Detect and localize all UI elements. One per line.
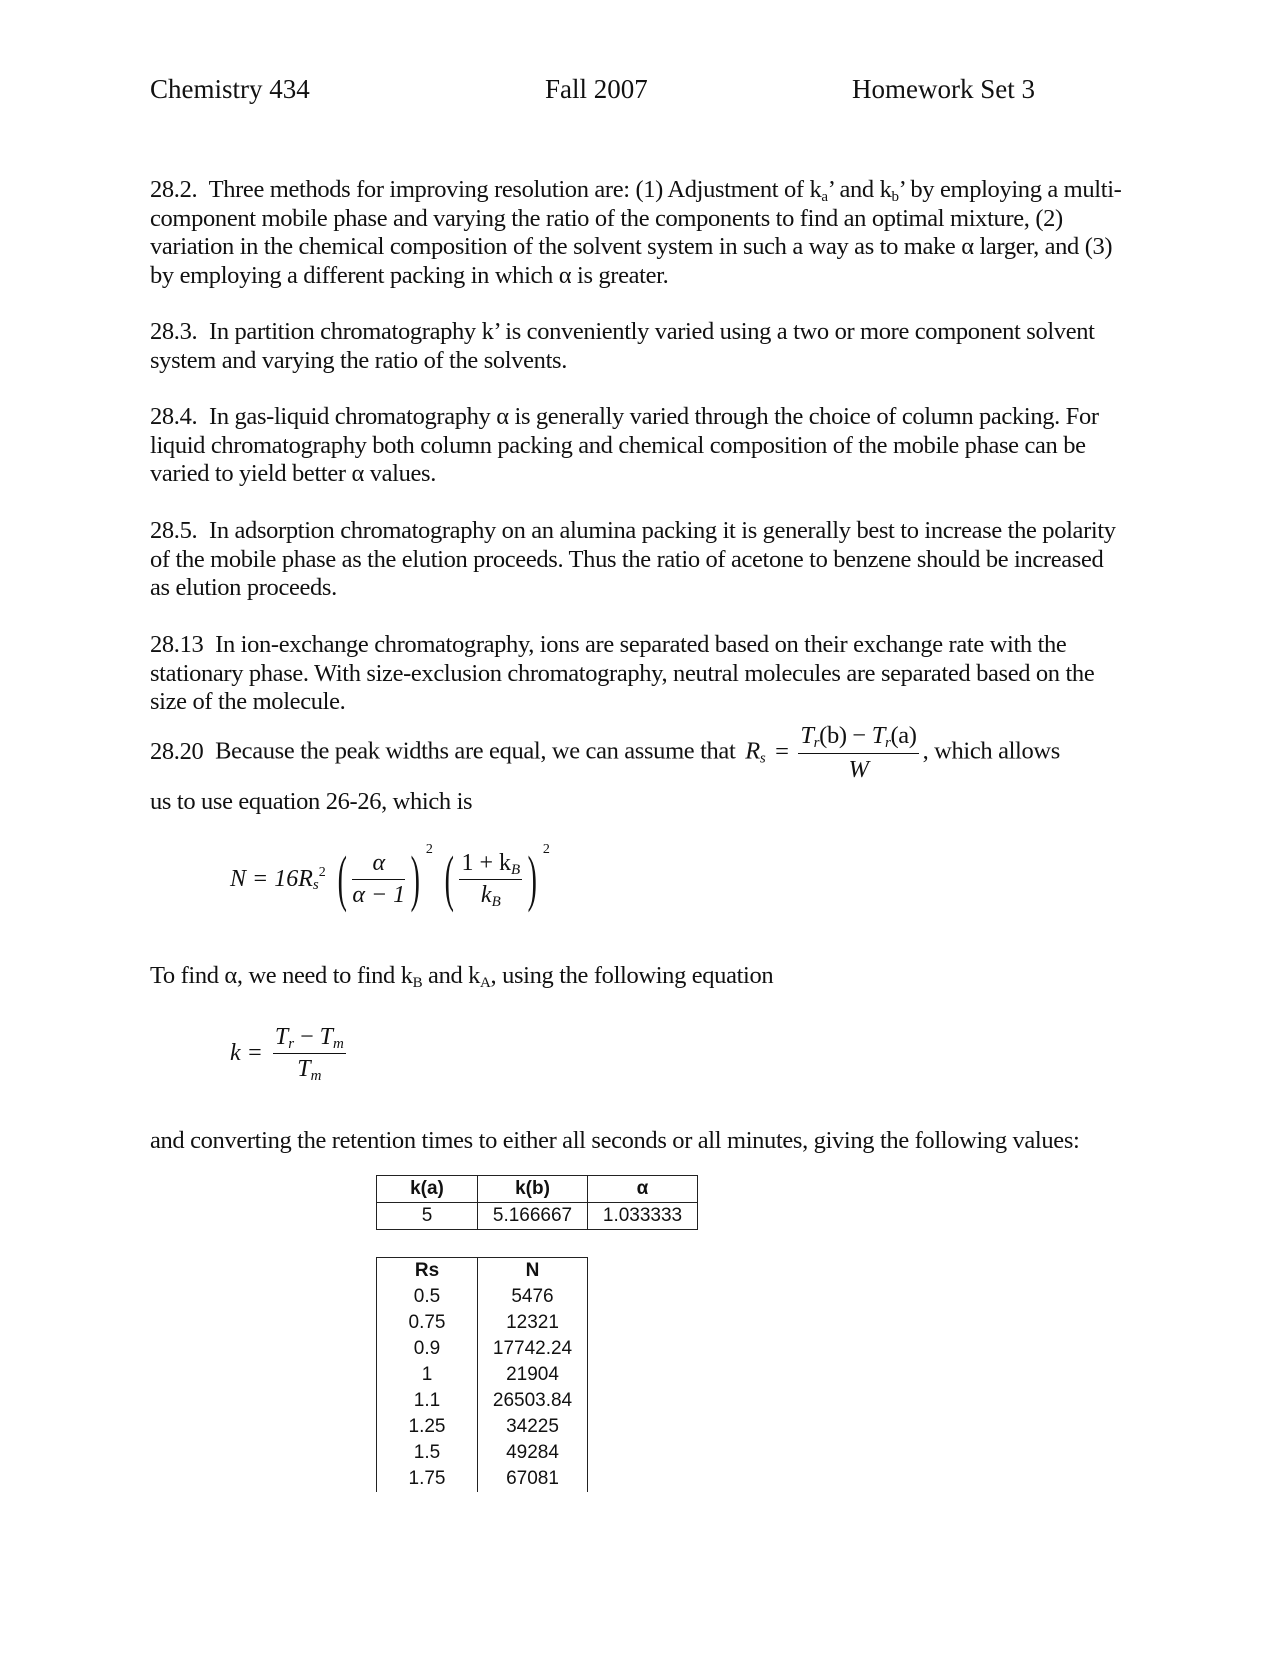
left-paren: (	[444, 845, 454, 914]
table-cell: 0.9	[377, 1336, 478, 1362]
answer-28-20	[150, 722, 1125, 784]
table-cell: 21904	[478, 1362, 588, 1388]
retention-factor-formula	[230, 1024, 346, 1083]
subscript: a	[821, 189, 828, 205]
table-header-row	[377, 1258, 588, 1285]
table-cell: 1	[377, 1362, 478, 1388]
table-row	[377, 1440, 588, 1466]
denominator	[459, 880, 522, 909]
answer-text: ’ and k	[827, 176, 892, 203]
denominator: α − 1	[352, 881, 406, 908]
assignment-title: Homework Set 3	[852, 74, 1035, 104]
answer-text: and converting the retention times to either all seconds or all minutes, giving the following values:	[150, 1127, 1080, 1154]
table-row	[377, 1388, 588, 1414]
answer-28-2	[150, 176, 1125, 290]
numerator: α	[352, 850, 405, 880]
numerator	[273, 1024, 346, 1054]
subscript: m	[310, 1068, 322, 1084]
answer-28-4	[150, 403, 1125, 489]
fraction	[273, 1024, 346, 1083]
table-cell: 0.75	[377, 1310, 478, 1336]
column-header: Rs	[377, 1258, 478, 1285]
plate-count-table	[376, 1257, 588, 1492]
formula-symbol: T	[871, 722, 885, 749]
formula-symbol: T	[274, 1024, 289, 1050]
subscript: b	[891, 189, 899, 205]
table-row	[377, 1284, 588, 1310]
answer-text: In adsorption chromatography on an alumina packing it is generally best to increase the polarity of the mobile phase as the elution proceeds. Thus the ratio of acetone to benzene should be increased as elution proceeds.	[150, 517, 1116, 601]
table-row	[377, 1310, 588, 1336]
exponent: 2	[542, 842, 550, 857]
find-alpha-text	[150, 962, 1125, 991]
subscript: B	[511, 861, 521, 878]
formula-symbol: k	[480, 881, 492, 908]
resolution-formula	[745, 722, 918, 784]
formula-symbol: T	[319, 1024, 333, 1050]
formula-symbol: −	[294, 1024, 320, 1050]
table-cell: 5476	[478, 1284, 588, 1310]
problem-number: 28.4.	[150, 403, 198, 430]
term-label: Fall 2007	[545, 74, 648, 104]
table-cell: 5.166667	[478, 1203, 588, 1230]
formula-symbol: (a)	[890, 722, 917, 749]
column-header: k(a)	[377, 1176, 478, 1203]
column-header: α	[588, 1176, 698, 1203]
subscript: r	[884, 735, 891, 751]
table-cell: 1.75	[377, 1466, 478, 1492]
table-cell: 12321	[478, 1310, 588, 1336]
plate-count-formula	[230, 842, 550, 914]
course-title: Chemistry 434	[150, 74, 310, 104]
problem-number: 28.3.	[150, 318, 198, 345]
answer-28-5	[150, 517, 1125, 603]
converting-text	[150, 1127, 1125, 1156]
exponent: 2	[425, 842, 433, 857]
answer-28-20-continued	[150, 788, 1125, 817]
exponent: 2	[318, 865, 326, 880]
answer-text: , which allows	[922, 737, 1060, 765]
right-paren: )	[410, 845, 421, 914]
retention-factor-table	[376, 1175, 698, 1230]
table-header-row	[377, 1176, 698, 1203]
table-cell: 1.1	[377, 1388, 478, 1414]
answer-text: To find α, we need to find k	[150, 962, 413, 989]
answer-text: In ion-exchange chromatography, ions are separated based on their exchange rate with the stationary phase. With size-exclusion chromatography, neutral molecules are separated based on the size of the molecule.	[150, 631, 1095, 715]
formula-symbol: (b) −	[819, 722, 872, 749]
subscript: s	[312, 877, 319, 893]
problem-number: 28.5.	[150, 517, 198, 544]
problem-number: 28.2.	[150, 176, 198, 203]
k-fraction	[459, 850, 522, 909]
denominator	[273, 1054, 346, 1083]
subscript: A	[480, 975, 491, 991]
table-cell: 49284	[478, 1440, 588, 1466]
table-row	[377, 1362, 588, 1388]
subscript: m	[332, 1036, 344, 1052]
table-row	[377, 1414, 588, 1440]
table-cell: 34225	[478, 1414, 588, 1440]
formula-symbol: N = 16R	[230, 865, 313, 892]
answer-text: Because the peak widths are equal, we can assume that	[215, 737, 736, 765]
table-cell: 5	[377, 1203, 478, 1230]
answer-text: In partition chromatography k’ is conveniently varied using a two or more component solvent system and varying the ratio of the solvents.	[150, 318, 1095, 374]
table-cell: 67081	[478, 1466, 588, 1492]
numerator	[798, 722, 918, 754]
answer-text: , using the following equation	[490, 962, 774, 989]
table-row	[377, 1203, 698, 1230]
table-cell: 1.25	[377, 1414, 478, 1440]
alpha-fraction	[352, 850, 405, 909]
answer-28-3	[150, 318, 1125, 375]
subscript: r	[813, 735, 820, 751]
answer-28-13	[150, 631, 1125, 717]
answer-text: In gas-liquid chromatography α is generally varied through the choice of column packing. For liquid chromatography both column packing and chemical composition of the mobile phase can be varied to yield better α values.	[150, 403, 1099, 487]
table-row	[377, 1336, 588, 1362]
formula-symbol: T	[800, 722, 814, 749]
subscript: s	[759, 750, 766, 767]
table-cell: 0.5	[377, 1284, 478, 1310]
formula-symbol: R	[745, 737, 760, 765]
column-header: N	[478, 1258, 588, 1285]
subscript: r	[288, 1036, 295, 1052]
table-cell: 1.5	[377, 1440, 478, 1466]
fraction	[798, 722, 918, 784]
table-cell: 26503.84	[478, 1388, 588, 1414]
subscript: B	[491, 893, 501, 910]
subscript: B	[412, 975, 423, 991]
answer-text: ’ by employing a multi-component mobile phase and varying the ratio of the components to find an optimal mixture, (2) variation in the chemical composition of the solvent system in such a way as to make α larger, and (3) by employing a different packing in which α is greater.	[150, 176, 1122, 289]
column-header: k(b)	[478, 1176, 588, 1203]
numerator	[459, 850, 522, 880]
answer-text: and k	[422, 962, 481, 989]
formula-symbol: T	[297, 1056, 311, 1082]
problem-number: 28.20	[150, 737, 204, 765]
table-row	[377, 1466, 588, 1492]
right-paren: )	[527, 845, 538, 914]
table-cell: 17742.24	[478, 1336, 588, 1362]
answer-text: us to use equation 26-26, which is	[150, 788, 473, 815]
left-paren: (	[337, 845, 347, 914]
formula-symbol: 1 + k	[461, 849, 512, 876]
formula-symbol: k =	[230, 1040, 263, 1066]
denominator: W	[848, 755, 869, 783]
table-cell: 1.033333	[588, 1203, 698, 1230]
answer-text: Three methods for improving resolution are: (1) Adjustment of k	[208, 176, 822, 203]
problem-number: 28.13	[150, 631, 204, 658]
formula-symbol: =	[775, 737, 789, 765]
